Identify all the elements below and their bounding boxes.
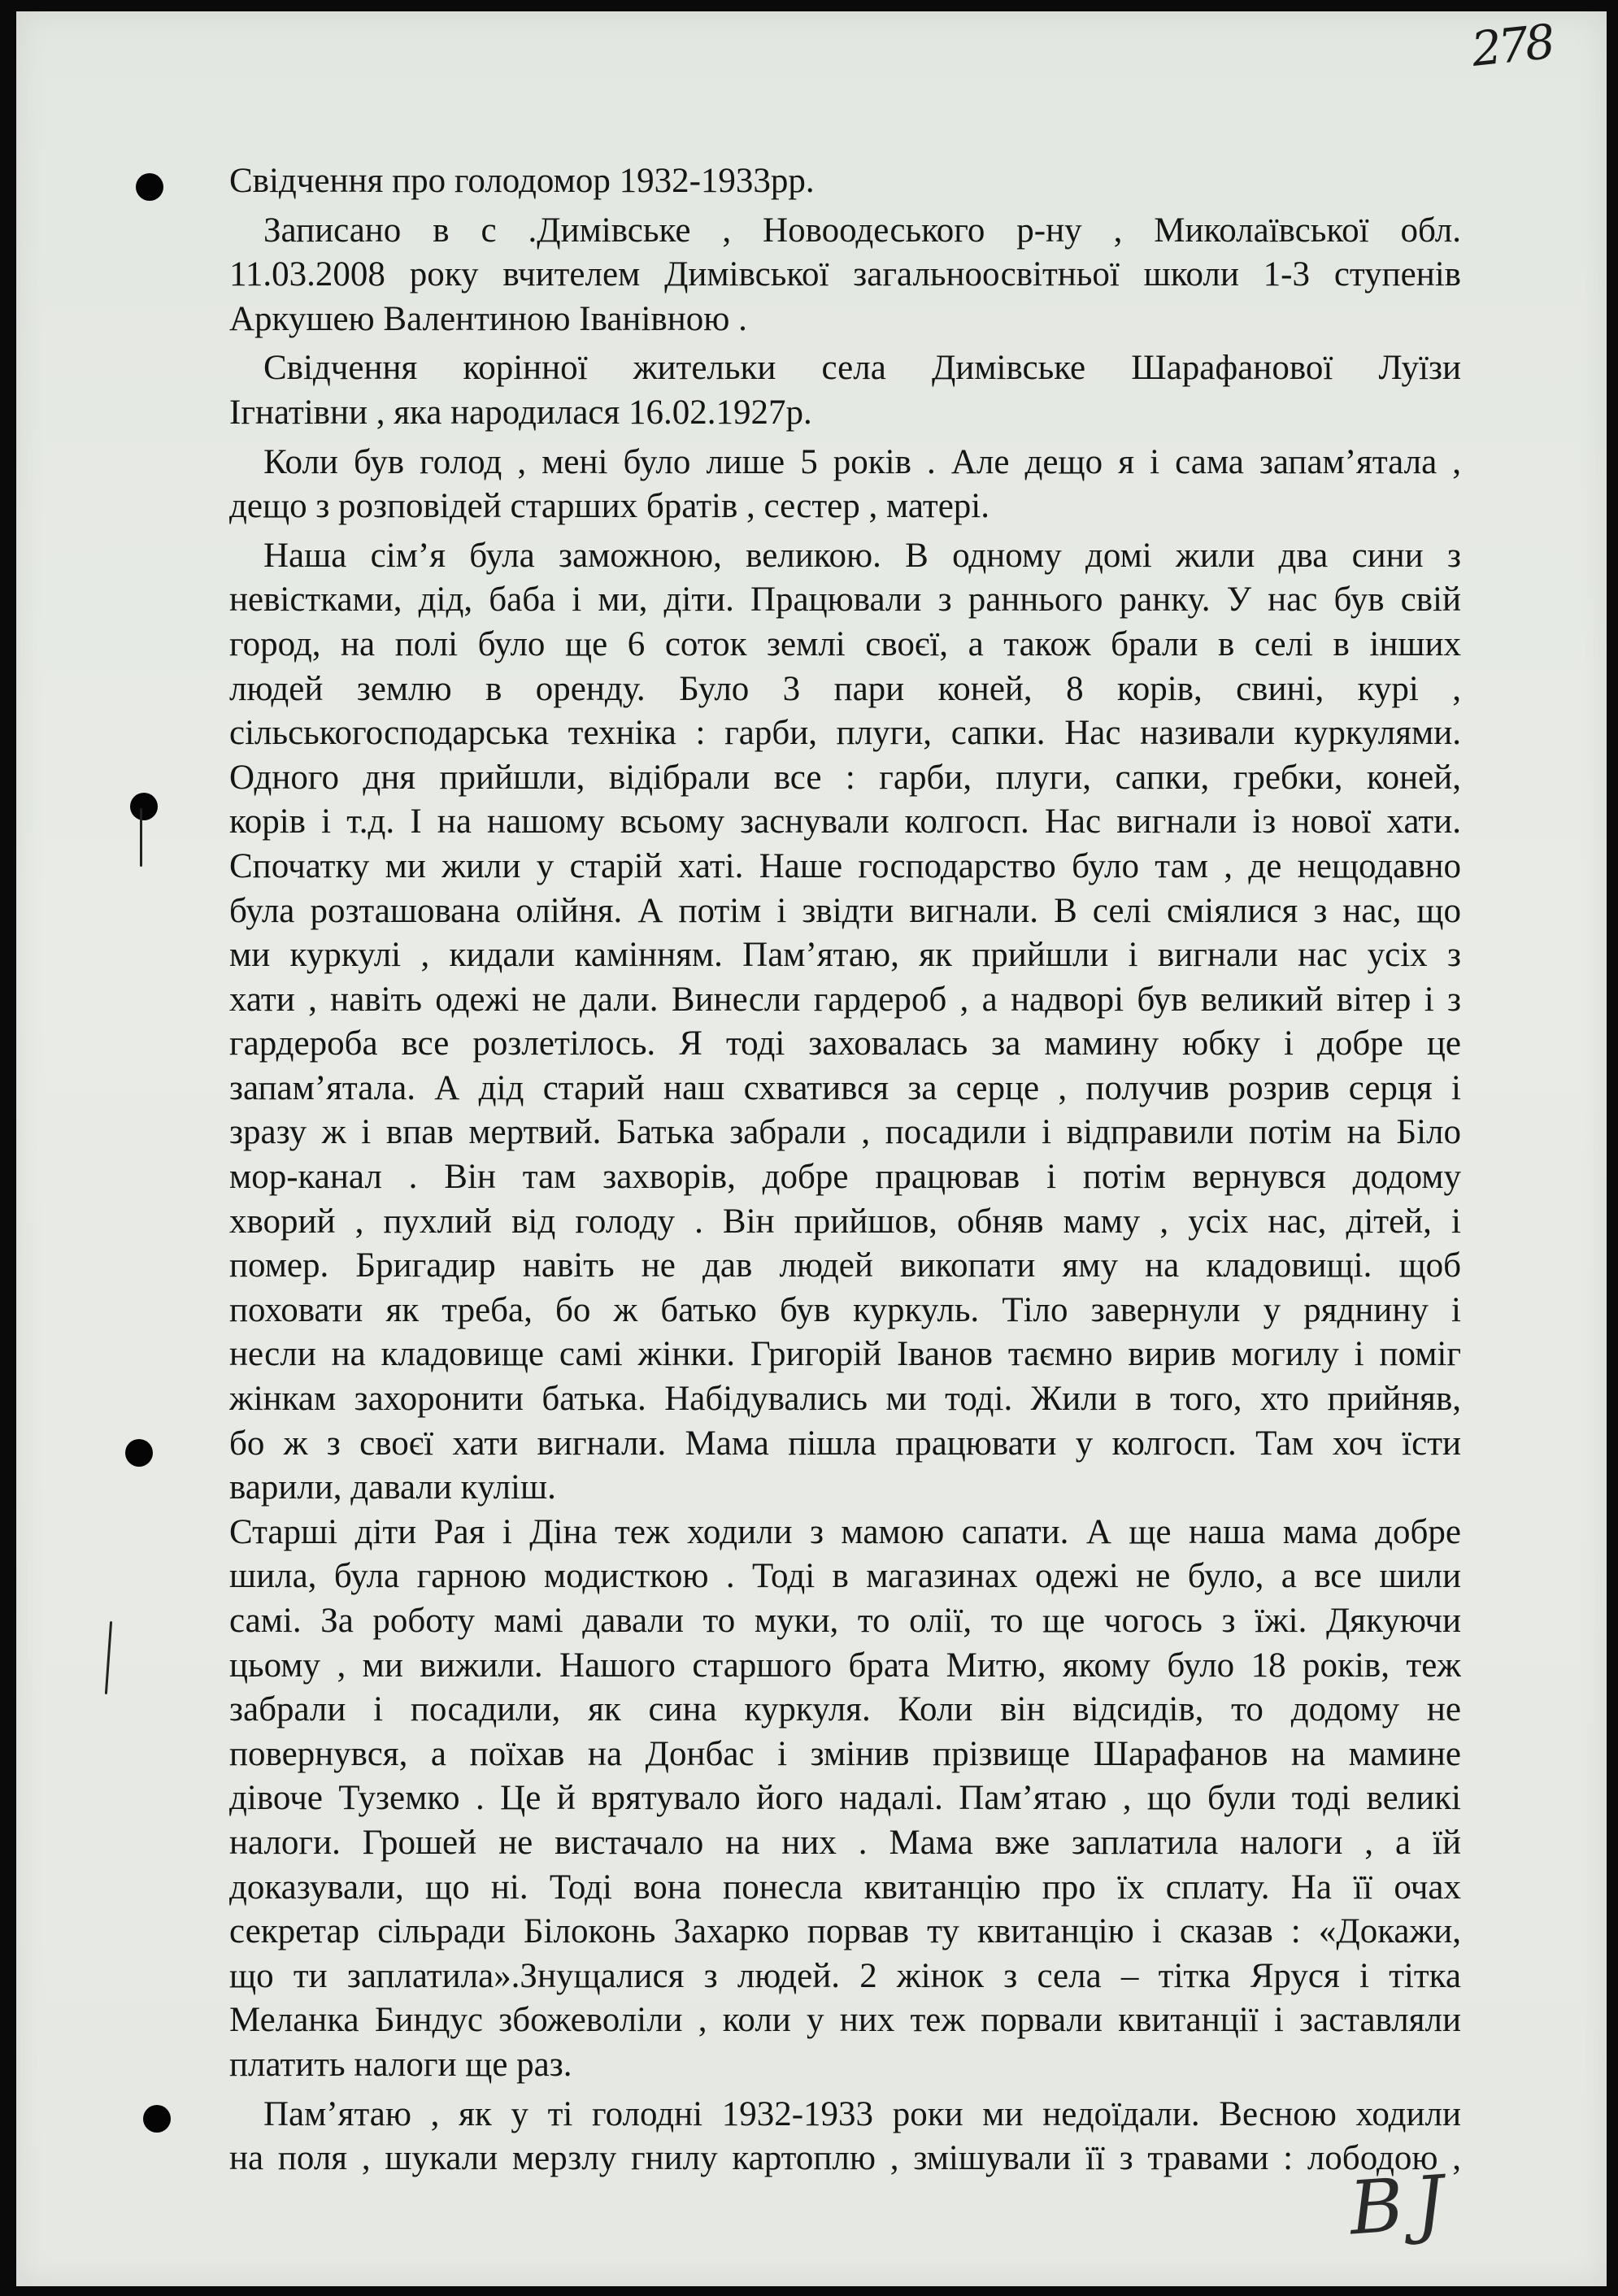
paragraph bbox=[229, 2093, 1461, 2181]
text-line: Ігнатівни , яка народилася 16.02.1927р. bbox=[229, 393, 812, 432]
text-line: доказували, що ні. Тоді вона понесла квитанцію про їх сплату. На її очах bbox=[229, 1868, 1461, 1907]
text-line: жінкам захоронити батька. Набідувались ми тоді. Жили в того, хто прийняв, bbox=[229, 1380, 1461, 1419]
punch-hole bbox=[130, 793, 158, 820]
pencil-mark bbox=[140, 808, 142, 867]
text-line: поховати як треба, бо ж батько був куркуль. Тіло завернули у ряднину і bbox=[229, 1290, 1461, 1329]
text-line: Спочатку ми жили у старій хаті. Наше господарство було там , де нещодавно bbox=[229, 846, 1461, 885]
punch-hole bbox=[125, 1439, 153, 1467]
text-line: що ти заплатила».Знущалися з людей. 2 жінок з села – тітка Яруся і тітка bbox=[229, 1956, 1461, 1995]
text-line: гардероба все розлетілось. Я тоді заховалась за мамину юбку і добре це bbox=[229, 1024, 1461, 1063]
text-line: сільськогосподарська техніка : гарби, плуги, сапки. Нас називали куркулями. bbox=[229, 714, 1461, 753]
text-line: на поля , шукали мерзлу гнилу картоплю , змішували її з травами : лободою , bbox=[229, 2139, 1461, 2178]
paragraph bbox=[229, 346, 1461, 435]
document-body bbox=[229, 159, 1461, 2181]
text-line: мор-канал . Він там захворів, добре працював і потім вернувся додому bbox=[229, 1158, 1461, 1197]
text-line: Аркушею Валентиною Іванівною . bbox=[229, 299, 747, 338]
text-line: шила, була гарною модисткою . Тоді в магазинах одежі не було, а все шили bbox=[229, 1557, 1461, 1596]
text-line: Одного дня прийшли, відібрали все : гарби, плуги, сапки, гребки, коней, bbox=[229, 758, 1461, 797]
paragraph bbox=[229, 441, 1461, 529]
text-line: цьому , ми вижили. Нашого старшого брата Митю, якому було 18 років, теж bbox=[229, 1646, 1461, 1685]
paragraph bbox=[229, 1511, 1461, 2088]
text-line: платить налоги ще раз. bbox=[229, 2045, 572, 2084]
text-line: Наша сім’я була заможною, великою. В одному домі жили два сини з bbox=[263, 536, 1461, 575]
text-line: дещо з розповідей старших братів , сестер , матері. bbox=[229, 487, 990, 526]
document-title bbox=[229, 159, 1461, 204]
paragraph bbox=[229, 209, 1461, 342]
text-line: Записано в с .Димівське , Новоодеського р-ну , Миколаївської обл. bbox=[263, 211, 1461, 250]
text-line: Старші діти Рая і Діна теж ходили з мамою сапати. А ще наша мама добре bbox=[229, 1512, 1461, 1551]
text-line: ми куркулі , кидали камінням. Пам’ятаю, як прийшли і вигнали нас усіх з bbox=[229, 936, 1461, 975]
text-line: Меланка Биндус збожеволіли , коли у них теж порвали квитанції і заставляли bbox=[229, 2001, 1461, 2040]
text-line: город, на полі було ще 6 соток землі своєї, а також брали в селі в інших bbox=[229, 624, 1461, 663]
text-line: помер. Бригадир навіть не дав людей викопати яму на кладовищі. щоб bbox=[229, 1246, 1461, 1285]
text-line: дівоче Туземко . Це й врятувало його надалі. Пам’ятаю , що були тоді великі bbox=[229, 1779, 1461, 1818]
pencil-mark bbox=[105, 1621, 112, 1694]
handwritten-initials: ВЈ bbox=[1346, 2159, 1459, 2252]
text-line: налоги. Грошей не вистачало на них . Мама вже заплатила налоги , а їй bbox=[229, 1823, 1461, 1862]
handwritten-page-number: 278 bbox=[1468, 14, 1555, 77]
text-line: запам’ятала. А дід старий наш схватився за серце , получив розрив серця і bbox=[229, 1068, 1461, 1107]
text-line: людей землю в оренду. Було 3 пари коней, 8 корів, свині, курі , bbox=[229, 669, 1461, 708]
text-line: Свідчення про голодомор 1932-1933рр. bbox=[229, 162, 815, 200]
text-line: несли на кладовище самі жінки. Григорій Іванов таємно вирив могилу і поміг bbox=[229, 1335, 1461, 1374]
text-line: хворий , пухлий від голоду . Він прийшов, обняв маму , усіх нас, дітей, і bbox=[229, 1202, 1461, 1241]
paragraph bbox=[229, 534, 1461, 1511]
text-line: Свідчення корінної жительки села Димівське Шарафанової Луїзи bbox=[263, 349, 1461, 388]
text-line: бо ж з своєї хати вигнали. Мама пішла працювати у колгосп. Там хоч їсти bbox=[229, 1424, 1461, 1463]
punch-hole bbox=[143, 2105, 171, 2133]
text-line: Пам’ятаю , як у ті голодні 1932-1933 роки ми недоїдали. Весною ходили bbox=[263, 2094, 1461, 2133]
text-line: зразу ж і впав мертвий. Батька забрали , посадили і відправили потім на Біло bbox=[229, 1113, 1461, 1152]
text-line: повернувся, а поїхав на Донбас і змінив прізвище Шарафанов на мамине bbox=[229, 1734, 1461, 1773]
text-line: хати , навіть одежі не дали. Винесли гардероб , а надворі був великий вітер і з bbox=[229, 980, 1461, 1019]
text-line: Коли був голод , мені було лише 5 років . Але дещо я і сама запам’ятала , bbox=[263, 442, 1461, 481]
text-line: варили, давали куліш. bbox=[229, 1468, 556, 1507]
text-line: 11.03.2008 року вчителем Димівської загальноосвітньої школи 1-3 ступенів bbox=[229, 255, 1461, 294]
text-line: самі. За роботу мамі давали то муки, то олії, то ще чогось з їжі. Дякуючи bbox=[229, 1602, 1461, 1640]
text-line: забрали і посадили, як сина куркуля. Коли він відсидів, то додому не bbox=[229, 1690, 1461, 1729]
punch-hole bbox=[136, 173, 163, 201]
text-line: корів і т.д. І на нашому всьому заснували колгосп. Нас вигнали із нової хати. bbox=[229, 802, 1461, 841]
text-line: секретар сільради Білоконь Захарко порвав ту квитанцію і сказав : «Докажи, bbox=[229, 1912, 1461, 1951]
text-line: невістками, дід, баба і ми, діти. Працювали з раннього ранку. У нас був свій bbox=[229, 581, 1461, 620]
text-line: була розташована олійня. А потім і звідти вигнали. В селі сміялися з нас, що bbox=[229, 891, 1461, 930]
